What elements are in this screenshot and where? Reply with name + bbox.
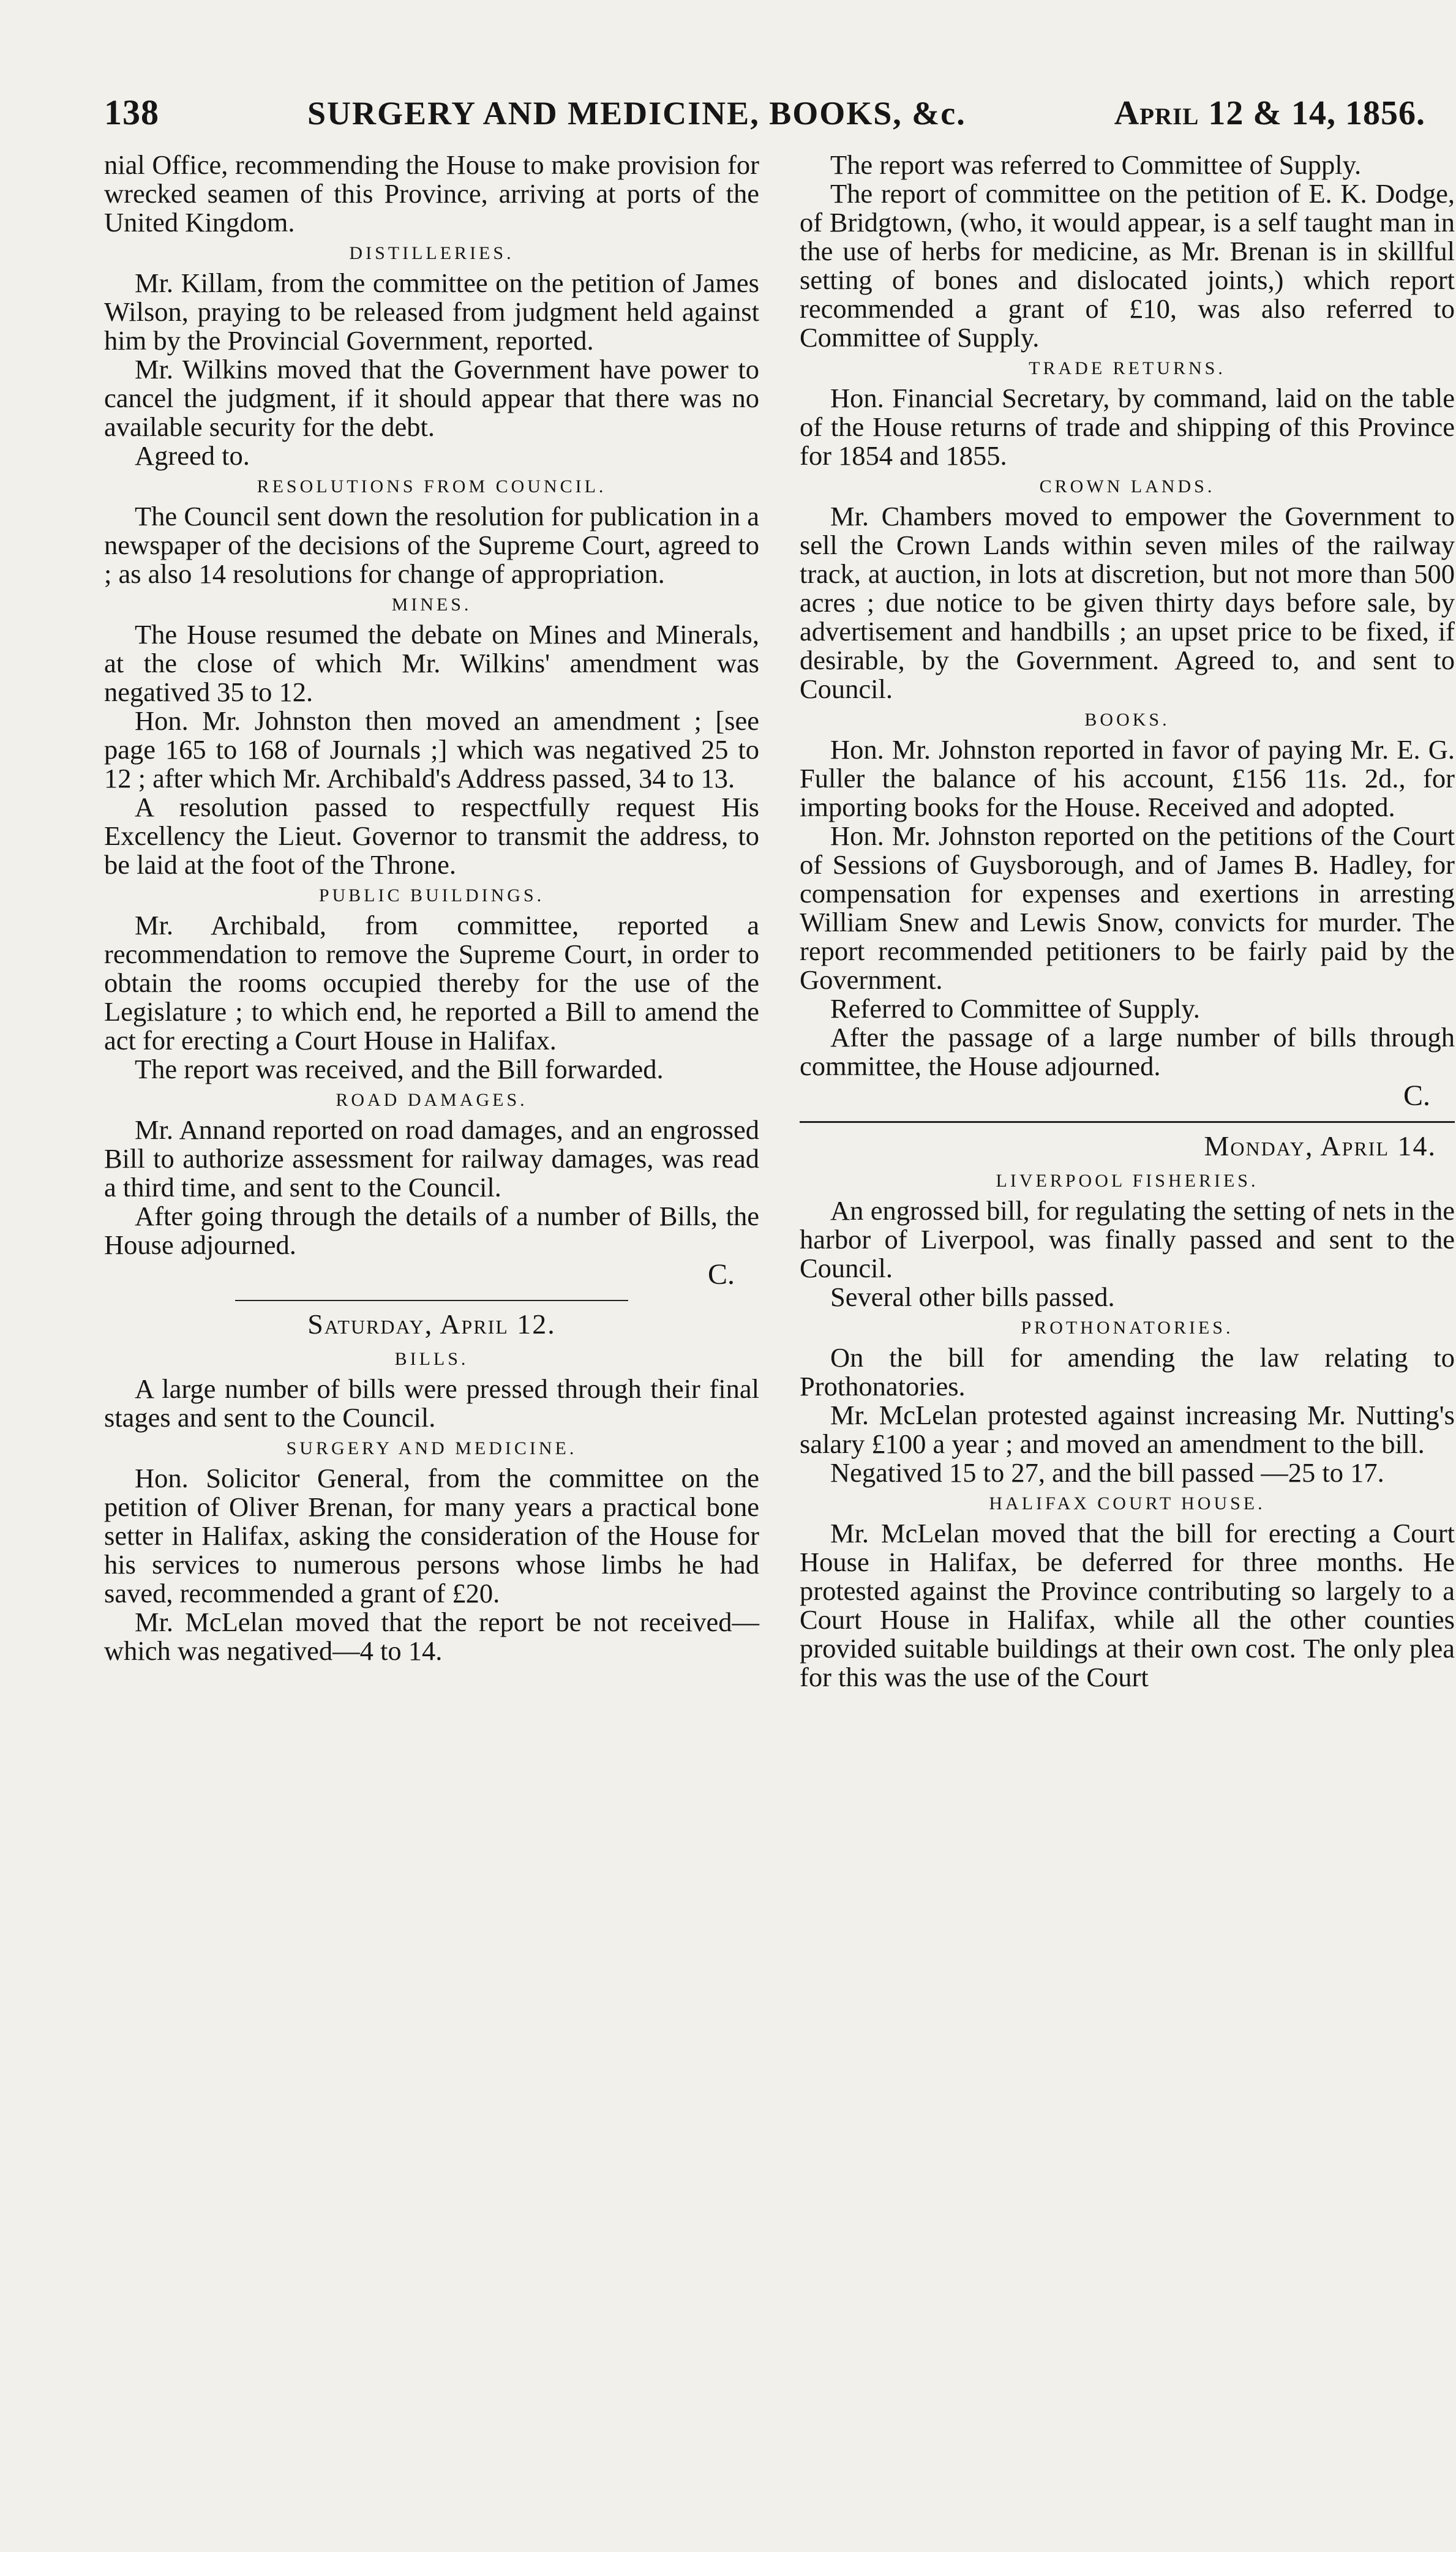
paragraph: Mr. Chambers moved to empower the Government to sell the Crown Lands within seven miles of the railway track, at auction, in lots at discretion, but not more than 500 acres ; due notice to be given thirty days before sale, by advertisement and handbills ; an upset price to be fixed, if desirable, by the Government. Agreed to, and sent to Council. [800, 501, 1455, 704]
section-heading-books: BOOKS. [1084, 710, 1170, 730]
paragraph: Hon. Mr. Johnston reported on the petitions of the Court of Sessions of Guysborough, and of James B. Hadley, for compensation for expenses and exertions in arresting William Snew and Lewis Snow, convicts for murder. The report recommended petitioners to be fairly paid by the Government. [800, 820, 1455, 995]
paragraph: Mr. McLelan protested against increasing Mr. Nutting's salary £100 a year ; and moved an amendment to the bill. [800, 1400, 1455, 1459]
issue-date: April 12 & 14, 1856. [1114, 94, 1425, 132]
paragraph: Mr. McLelan moved that the report be not received—which was negatived—4 to 14. [104, 1607, 759, 1666]
paragraph: The report was received, and the Bill forwarded. [135, 1054, 664, 1084]
signature: C. [1403, 1079, 1430, 1112]
text-columns [104, 149, 1455, 1692]
closing-line [800, 1023, 1455, 1081]
divider [235, 1300, 628, 1301]
paragraph: The report of committee on the petition of E. K. Dodge, of Bridgtown, (who, it would appear, is a self taught man in the use of herbs for medicine, as Mr. Brenan is in skillful setting of bones and dislocated joints,) which report recommended a grant of £10, was also referred to Committee of Supply. [800, 178, 1455, 353]
right-column [800, 151, 1455, 1692]
paragraph: Mr. Wilkins moved that the Government have power to cancel the judgment, if it should appear that there was no available security for the debt. [104, 354, 759, 442]
paragraph: The House resumed the debate on Mines and Minerals, at the close of which Mr. Wilkins' amendment was negatived 35 to 12. [104, 619, 759, 707]
section-heading-crown-lands: CROWN LANDS. [1039, 476, 1215, 497]
paragraph: An engrossed bill, for regulating the setting of nets in the harbor of Liverpool, was finally passed and sent to the Council. [800, 1195, 1455, 1283]
section-heading-road-damages: ROAD DAMAGES. [336, 1090, 528, 1110]
paragraph: Mr. McLelan moved that the bill for erecting a Court House in Halifax, be deferred for three months. He protested against the Province contributing so largely to a Court House in Halifax, while all the other counties provided suitable buildings at their own cost. The only plea for this was the use of the Court [800, 1518, 1455, 1692]
page-number: 138 [104, 92, 159, 132]
paragraph: nial Office, recommending the House to make provision for wrecked seamen of this Province, arriving at ports of the United Kingdom. [104, 149, 759, 238]
section-heading-mines: MINES. [391, 595, 472, 615]
page-header [104, 92, 1425, 147]
paragraph: Referred to Committee of Supply. [830, 993, 1200, 1024]
paragraph: Mr. Archibald, from committee, reported a recommendation to remove the Supreme Court, in order to obtain the rooms occupied thereby for the use of the Legislature ; to which end, he reported a Bill to amend the act for erecting a Court House in Halifax. [104, 910, 759, 1056]
paragraph: After the passage of a large number of bills through committee, the House adjourned. [800, 1022, 1455, 1081]
paragraph: A resolution passed to respectfully request His Excellency the Lieut. Governor to transmit the address, to be laid at the foot of the Throne. [104, 792, 759, 880]
paragraph: A large number of bills were pressed through their final stages and sent to the Council. [104, 1373, 759, 1433]
section-heading-surgery: SURGERY AND MEDICINE. [286, 1438, 577, 1458]
section-heading-liverpool-fisheries: LIVERPOOL FISHERIES. [996, 1171, 1259, 1191]
section-heading-trade-returns: TRADE RETURNS. [1029, 358, 1226, 378]
paragraph: The Council sent down the resolution for publication in a newspaper of the decisions of the Supreme Court, agreed to ; as also 14 resolutions for change of appropriation. [104, 501, 759, 589]
paragraph: Negatived 15 to 27, and the bill passed —25 to 17. [830, 1457, 1384, 1488]
paragraph: On the bill for amending the law relating to Prothonatories. [800, 1342, 1455, 1402]
section-heading-halifax-court-house: HALIFAX COURT HOUSE. [989, 1493, 1266, 1514]
section-heading-resolutions: RESOLUTIONS FROM COUNCIL. [257, 476, 607, 497]
day-heading-saturday: Saturday, April 12. [307, 1308, 556, 1340]
divider [800, 1121, 1455, 1123]
paragraph: Mr. Killam, from the committee on the petition of James Wilson, praying to be released from judgment held against him by the Provincial Government, reported. [104, 268, 759, 356]
day-heading-monday: Monday, April 14. [1204, 1130, 1436, 1162]
left-column [104, 151, 759, 1692]
section-heading-bills: BILLS. [394, 1349, 469, 1369]
paragraph: After going through the details of a number of Bills, the House adjourned. [104, 1201, 759, 1260]
section-heading-public-buildings: PUBLIC BUILDINGS. [318, 885, 545, 906]
paragraph: Several other bills passed. [830, 1282, 1115, 1312]
running-title: SURGERY AND MEDICINE, BOOKS, &c. [307, 95, 966, 132]
paragraph: Hon. Financial Secretary, by command, laid on the table of the House returns of trade and shipping of this Province for 1854 and 1855. [800, 383, 1455, 471]
section-heading-distilleries: DISTILLERIES. [349, 243, 514, 263]
section-heading-prothonatories: PROTHONATORIES. [1021, 1318, 1234, 1338]
paragraph: Hon. Mr. Johnston then moved an amendment ; [see page 165 to 168 of Journals ;] which was negatived 25 to 12 ; after which Mr. Archibald's Address passed, 34 to 13. [104, 705, 759, 794]
paragraph: Agreed to. [135, 440, 250, 471]
signature: C. [707, 1258, 735, 1291]
paragraph: Hon. Mr. Johnston reported in favor of paying Mr. E. G. Fuller the balance of his account, £156 11s. 2d., for importing books for the House. Received and adopted. [800, 734, 1455, 822]
paragraph: Mr. Annand reported on road damages, and an engrossed Bill to authorize assessment for railway damages, was read a third time, and sent to the Council. [104, 1114, 759, 1203]
paragraph: The report was referred to Committee of Supply. [830, 149, 1362, 180]
paragraph: Hon. Solicitor General, from the committee on the petition of Oliver Brenan, for many years a practical bone setter in Halifax, asking the consideration of the House for his services to numerous persons whose limbs he had saved, recommended a grant of £20. [104, 1463, 759, 1608]
